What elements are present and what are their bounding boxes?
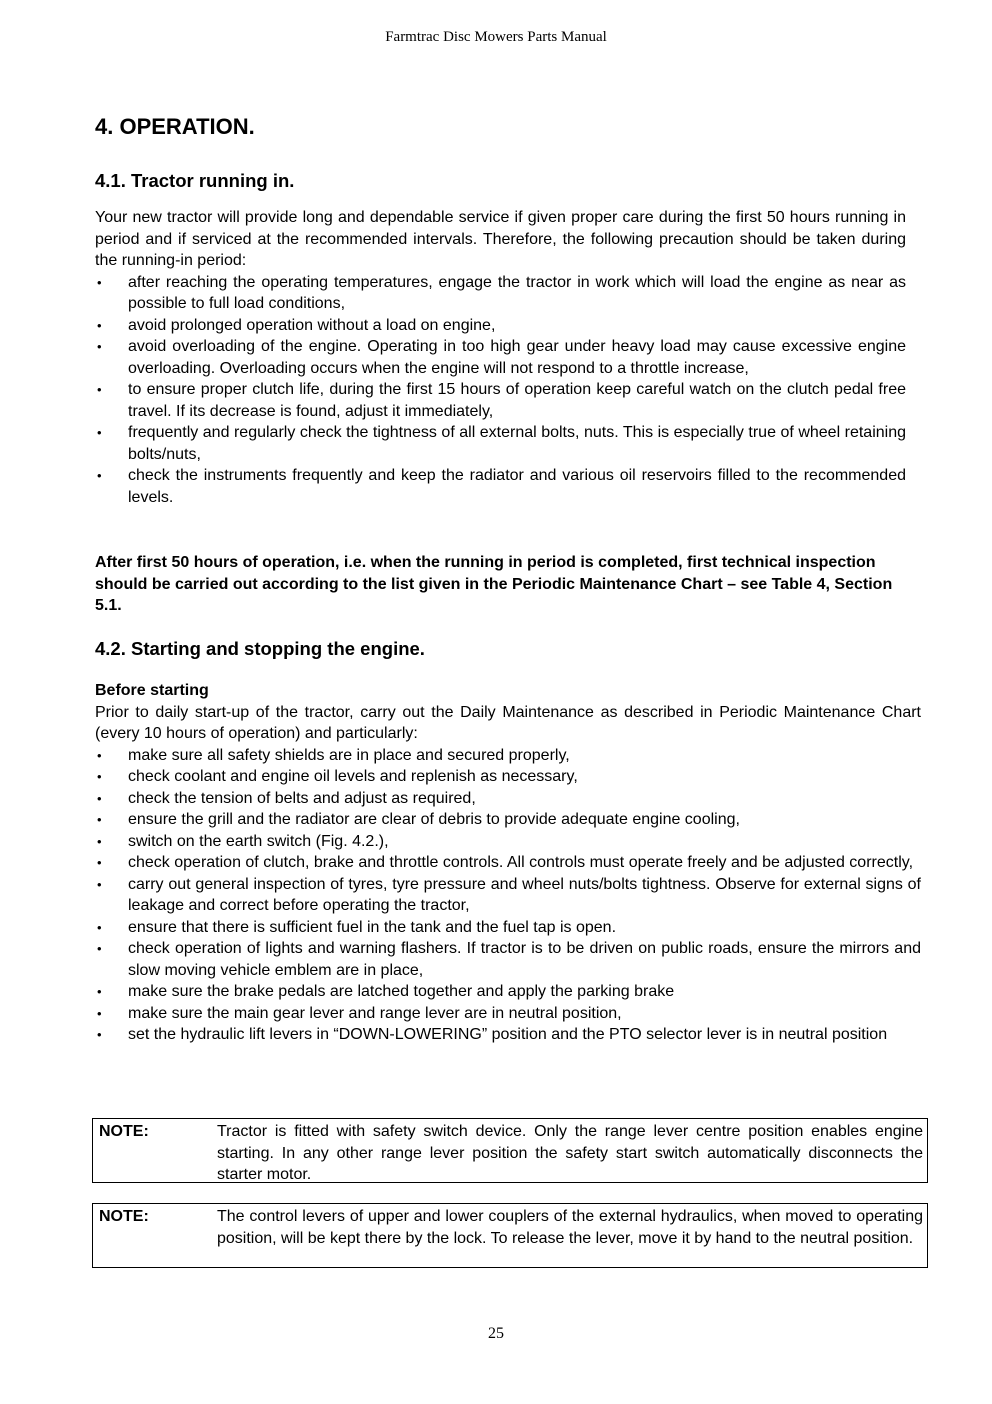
note-label: NOTE: — [99, 1208, 149, 1225]
bullet-icon: • — [97, 274, 102, 290]
list-item — [95, 336, 906, 379]
list-item-text: set the hydraulic lift levers in “DOWN-LOWERING” position and the PTO selector lever is in neutral position — [128, 1026, 888, 1043]
bullet-icon: • — [97, 941, 102, 956]
list-item — [95, 315, 906, 337]
note-text: The control levers of upper and lower couplers of the external hydraulics, when moved to operating position, will be kept there by the lock. To release the lever, move it by hand to the neutral position. — [217, 1208, 923, 1247]
list-item — [95, 981, 921, 1003]
list-item — [95, 745, 921, 767]
running-in-list — [95, 272, 906, 509]
list-item — [95, 831, 921, 853]
before-starting-heading: Before starting — [95, 682, 209, 699]
bullet-icon: • — [97, 790, 102, 806]
bullet-icon: • — [97, 1027, 102, 1042]
running-header: Farmtrac Disc Mowers Parts Manual — [385, 29, 607, 45]
bullet-icon: • — [97, 317, 102, 333]
list-item — [95, 465, 906, 508]
list-item — [95, 1003, 921, 1025]
list-item — [95, 917, 921, 939]
bullet-icon: • — [97, 876, 102, 892]
list-item-text: switch on the earth switch (Fig. 4.2.), — [128, 832, 389, 850]
list-item-text: avoid overloading of the engine. Operating in too high gear under heavy load may cause excessive engine overloading. Overloading occurs when the engine will not respond to a throttle increase, — [128, 338, 906, 377]
list-item — [95, 272, 906, 315]
list-item — [95, 874, 921, 917]
note-box-hydraulic-levers — [92, 1203, 928, 1268]
list-item — [95, 938, 921, 981]
running-in-body — [95, 207, 906, 508]
list-item-text: avoid prolonged operation without a load on engine, — [128, 316, 496, 334]
list-item — [95, 766, 921, 788]
note-box-safety-switch — [92, 1118, 928, 1183]
first-inspection-notice: After first 50 hours of operation, i.e. when the running in period is completed, first technical inspection should be carried out according to the list given in the Periodic Maintenance Chart – see Table 4, Section 5.1. — [95, 554, 893, 614]
list-item-text: check the instruments frequently and keep the radiator and various oil reservoirs filled to the recommended levels. — [128, 467, 906, 506]
page-number: 25 — [488, 1325, 504, 1342]
bullet-icon: • — [97, 855, 102, 870]
starting-intro: Prior to daily start-up of the tractor, carry out the Daily Maintenance as described in Periodic Maintenance Chart (every 10 hours of operation) and particularly: — [95, 703, 921, 742]
list-item-text: check operation of clutch, brake and throttle controls. All controls must operate freely and be adjusted correctly, — [128, 854, 914, 871]
list-item-text: after reaching the operating temperatures, engage the tractor in work which will load the engine as near as possible to full load conditions, — [128, 273, 906, 312]
bullet-icon: • — [97, 833, 102, 849]
note-text: Tractor is fitted with safety switch device. Only the range lever centre position enables engine starting. In any other range lever position the safety start switch automatically disconnects the starter motor. — [217, 1123, 923, 1183]
list-item-text: make sure the brake pedals are latched together and apply the parking brake — [128, 983, 675, 1000]
list-item — [95, 1024, 921, 1046]
list-item — [95, 379, 906, 422]
section-title: 4. OPERATION. — [95, 114, 255, 139]
list-item-text: make sure the main gear lever and range lever are in neutral position, — [128, 1004, 622, 1022]
starting-checklist — [95, 745, 921, 1046]
list-item-text: carry out general inspection of tyres, tyre pressure and wheel nuts/bolts tightness. Observe for external signs of leakage and correct before operating the tractor, — [128, 875, 921, 914]
subsection-title-starting: 4.2. Starting and stopping the engine. — [95, 638, 425, 659]
bullet-icon: • — [97, 425, 102, 440]
list-item-text: check the tension of belts and adjust as required, — [128, 789, 476, 807]
list-item — [95, 809, 921, 831]
starting-body — [95, 680, 921, 1046]
list-item — [95, 422, 906, 465]
bullet-icon: • — [97, 1005, 102, 1021]
bullet-icon: • — [97, 339, 102, 354]
bullet-icon: • — [97, 812, 102, 827]
bullet-icon: • — [97, 919, 102, 935]
bullet-icon: • — [97, 769, 102, 784]
subsection-title-running-in: 4.1. Tractor running in. — [95, 170, 295, 191]
list-item-text: frequently and regularly check the tightness of all external bolts, nuts. This is especially true of wheel retaining bolts/nuts, — [128, 424, 906, 463]
note-label: NOTE: — [99, 1123, 149, 1140]
running-in-intro: Your new tractor will provide long and dependable service if given proper care during the first 50 hours running in period and if serviced at the recommended intervals. Therefore, the following precaution should be taken during the running-in period: — [95, 209, 906, 269]
list-item-text: ensure that there is sufficient fuel in the tank and the fuel tap is open. — [128, 918, 617, 936]
list-item — [95, 852, 921, 874]
bullet-icon: • — [97, 468, 102, 483]
list-item-text: to ensure proper clutch life, during the first 15 hours of operation keep careful watch on the clutch pedal free travel. If its decrease is found, adjust it immediately, — [128, 381, 906, 420]
list-item-text: ensure the grill and the radiator are clear of debris to provide adequate engine cooling, — [128, 811, 740, 828]
list-item — [95, 788, 921, 810]
list-item-text: check operation of lights and warning flashers. If tractor is to be driven on public roads, ensure the mirrors and slow moving vehicle emblem are in place, — [128, 940, 921, 979]
bullet-icon: • — [97, 382, 102, 397]
list-item-text: check coolant and engine oil levels and replenish as necessary, — [128, 768, 578, 785]
list-item-text: make sure all safety shields are in place and secured properly, — [128, 746, 570, 764]
bullet-icon: • — [97, 747, 102, 763]
bullet-icon: • — [97, 984, 102, 999]
